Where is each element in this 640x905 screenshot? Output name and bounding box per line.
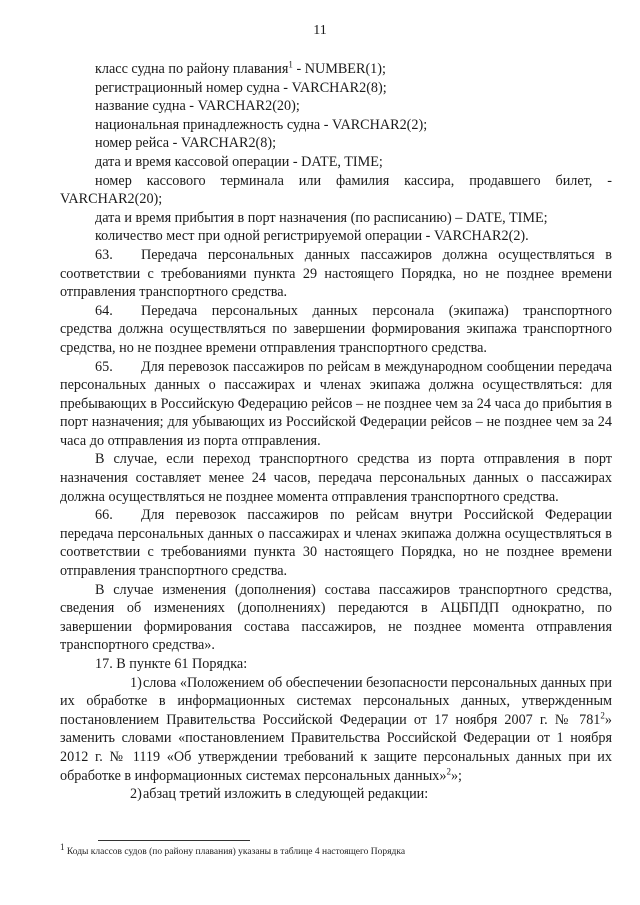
field-arrival: дата и время прибытия в порт назначения (по расписанию) – DATE, TIME; (95, 209, 548, 226)
footnote (60, 841, 620, 858)
field-voyage-number: номер рейса - VARCHAR2(8); (95, 135, 277, 152)
footnote-divider (98, 840, 250, 841)
subitem-1: 1)слова «Положением об обеспечении безопасности персональных данных при их обработке в информационных системах персональных данных, утвержденным постановлением Правительства Российской Федерации от 17 ноября 2007 г. № $781^2$» заменить словами «постановлением Правительства Российской Федерации от 1 ноября 2012 г. № 1119 «Об утверждении требований к защите персональных данных при их обработке в информационных системах персональных данных»$^2$»; (60, 674, 612, 784)
field-nationality: национальная принадлежность судна - VARCHAR2(2); (95, 116, 428, 133)
page-number: 11 (313, 23, 327, 38)
paragraph-64: 64. Передача персональных данных персонала (экипажа) транспортного средства должна осуществляться по завершении формирования экипажа транспортного средства, но не позднее времени отправления транспортного средства. (60, 302, 612, 356)
footnote-ref: 1 (288, 59, 293, 70)
item-17: 17. В пункте 61 Порядка: (95, 656, 248, 672)
document-body (60, 60, 612, 804)
paragraph-66-continued: В случае изменения (дополнения) состава пассажиров транспортного средства, сведения об изменениях (дополнениях) передаются в АЦБПДП однократно, по завершении формирования состава пассажиров, не позднее момента отправления транспортного средства». (60, 581, 612, 654)
footnote-ref: 2 (446, 765, 451, 776)
field-vessel-name: название судна - VARCHAR2(20); (95, 98, 300, 115)
subitem-2: 2)абзац третий изложить в следующей редакции: (130, 786, 429, 803)
field-seats: количество мест при одной регистрируемой операции - VARCHAR2(2). (95, 228, 529, 245)
paragraph-65: 65. Для перевозок пассажиров по рейсам в международном сообщении передача персональных данных о пассажирах и членах экипажа должна осуществляться: для пребывающих в Российскую Федерацию рейсов – не позднее чем за 24 часа до прибытия в порт назначения; для убывающих из Российской Федерации рейсов – не позднее чем за 24 часа до отправления из порта отправления. (60, 358, 612, 449)
field-vessel-class: класс судна по району плавания$^1$ - NUMBER(1); (95, 59, 386, 77)
footnote-mark: 1 (60, 841, 65, 852)
field-cashier: номер кассового терминала или фамилия кассира, продавшего билет, - VARCHAR2(20); (60, 172, 612, 208)
field-cash-datetime: дата и время кассовой операции - DATE, TIME; (95, 153, 383, 170)
footnote-text: Коды классов судов (по району плавания) указаны в таблице 4 настоящего Порядка (64, 847, 406, 857)
field-reg-number: регистрационный номер судна - VARCHAR2(8); (95, 79, 387, 96)
footnote-ref: 2 (600, 710, 605, 721)
paragraph-63: 63. Передача персональных данных пассажиров должна осуществляться в соответствии с требованиями пункта 29 настоящего Порядка, но не позднее времени отправления транспортного средства. (60, 246, 612, 301)
paragraph-65-continued: В случае, если переход транспортного средства из порта отправления в порт назначения составляет менее 24 часов, передача персональных данных о пассажирах должна осуществляться не позднее момента отправления транспортного средства. (60, 451, 612, 505)
paragraph-66: 66. Для перевозок пассажиров по рейсам внутри Российской Федерации передача персональных данных о пассажирах и членах экипажа должна осуществляться в соответствии с требованиями пункта 30 настоящего Порядка, но не позднее времени отправления транспортного средства. (60, 507, 612, 580)
